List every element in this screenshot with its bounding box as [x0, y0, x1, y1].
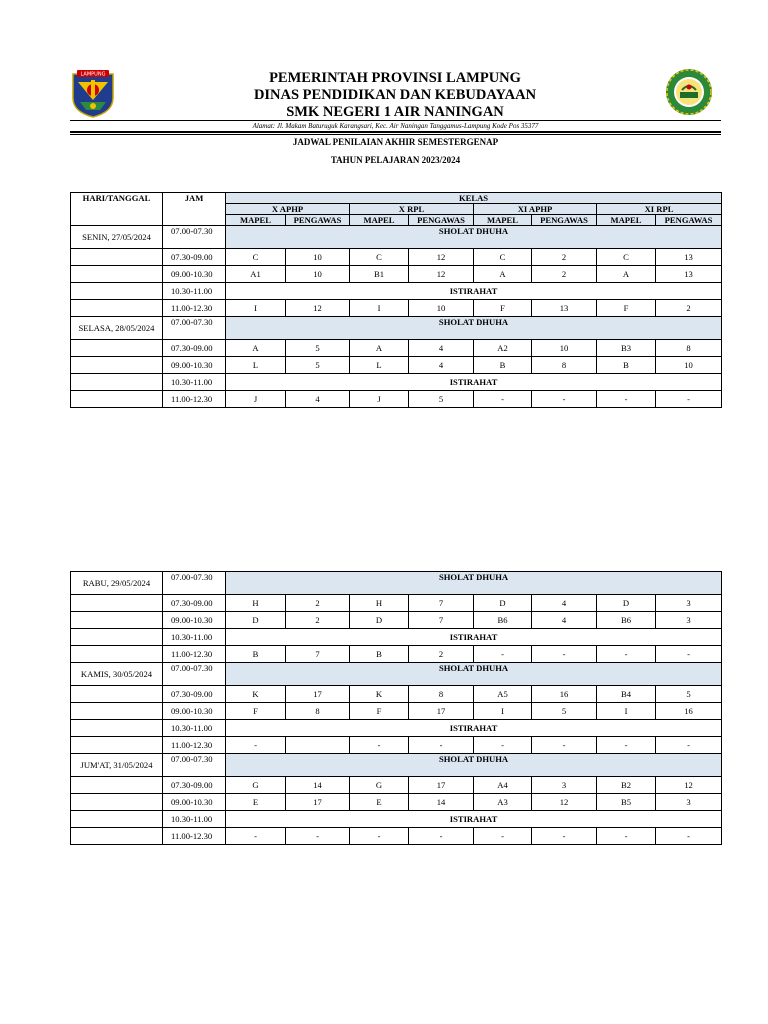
- header-mapel: MAPEL: [474, 215, 532, 226]
- pengawas-cell: 17: [409, 703, 474, 720]
- pengawas-cell: 2: [532, 249, 597, 266]
- pengawas-cell: 5: [286, 340, 350, 357]
- mapel-cell: C: [474, 249, 532, 266]
- schedule-row: [71, 646, 722, 663]
- pengawas-cell: -: [532, 828, 597, 845]
- school-logo-icon: [665, 68, 713, 116]
- header-kelas: KELAS: [226, 193, 722, 204]
- schedule-row: [71, 777, 722, 794]
- time-slot-cell: 07.00-07.30: [163, 317, 226, 340]
- mapel-cell: B1: [350, 266, 409, 283]
- pengawas-cell: 8: [286, 703, 350, 720]
- schedule-row: [71, 300, 722, 317]
- mapel-cell: -: [597, 737, 656, 754]
- mapel-cell: A: [597, 266, 656, 283]
- mapel-cell: L: [350, 357, 409, 374]
- mapel-cell: D: [226, 612, 286, 629]
- mapel-cell: I: [350, 300, 409, 317]
- schedule-row: [71, 612, 722, 629]
- pengawas-cell: 13: [656, 266, 722, 283]
- time-slot-cell: 07.30-09.00: [163, 249, 226, 266]
- sholat-dhuha-cell: SHOLAT DHUHA: [226, 754, 722, 777]
- mapel-cell: -: [474, 391, 532, 408]
- mapel-cell: A4: [474, 777, 532, 794]
- pengawas-cell: 12: [286, 300, 350, 317]
- document-title: JADWAL PENILAIAN AKHIR SEMESTERGENAP: [292, 137, 499, 147]
- schedule-row: [71, 811, 722, 828]
- mapel-cell: -: [474, 828, 532, 845]
- day-date-empty-cell: [71, 340, 163, 357]
- pengawas-cell: 7: [409, 595, 474, 612]
- mapel-cell: -: [226, 737, 286, 754]
- mapel-cell: I: [597, 703, 656, 720]
- mapel-cell: A1: [226, 266, 286, 283]
- mapel-cell: A3: [474, 794, 532, 811]
- pengawas-cell: 10: [286, 249, 350, 266]
- letterhead-line-2: DINAS PENDIDIKAN DAN KEBUDAYAAN: [253, 87, 537, 103]
- mapel-cell: F: [226, 703, 286, 720]
- day-date-empty-cell: [71, 595, 163, 612]
- pengawas-cell: 12: [532, 794, 597, 811]
- schedule-table-page-1: [70, 192, 722, 408]
- schedule-row: [71, 686, 722, 703]
- schedule-row: [71, 226, 722, 249]
- mapel-cell: B: [474, 357, 532, 374]
- mapel-cell: E: [226, 794, 286, 811]
- mapel-cell: D: [350, 612, 409, 629]
- time-slot-cell: 07.30-09.00: [163, 340, 226, 357]
- pengawas-cell: 5: [532, 703, 597, 720]
- header-class: X RPL: [350, 204, 474, 215]
- mapel-cell: F: [474, 300, 532, 317]
- header-mapel: MAPEL: [597, 215, 656, 226]
- schedule-row: [71, 703, 722, 720]
- pengawas-cell: 5: [656, 686, 722, 703]
- pengawas-cell: 2: [286, 612, 350, 629]
- letterhead-line-1: PEMERINTAH PROVINSI LAMPUNG: [269, 70, 521, 86]
- day-date-empty-cell: [71, 794, 163, 811]
- mapel-cell: B3: [597, 340, 656, 357]
- time-slot-cell: 10.30-11.00: [163, 283, 226, 300]
- time-slot-cell: 10.30-11.00: [163, 811, 226, 828]
- letterhead-double-rule-thin: [70, 134, 721, 135]
- istirahat-cell: ISTIRAHAT: [226, 629, 722, 646]
- header-day: HARI/TANGGAL: [71, 193, 163, 226]
- mapel-cell: I: [226, 300, 286, 317]
- schedule-row: [71, 357, 722, 374]
- mapel-cell: D: [597, 595, 656, 612]
- pengawas-cell: 14: [409, 794, 474, 811]
- time-slot-cell: 11.00-12.30: [163, 828, 226, 845]
- time-slot-cell: 09.00-10.30: [163, 703, 226, 720]
- pengawas-cell: 10: [656, 357, 722, 374]
- letterhead: [70, 66, 721, 132]
- time-slot-cell: 09.00-10.30: [163, 612, 226, 629]
- day-date-empty-cell: [71, 391, 163, 408]
- pengawas-cell: 10: [286, 266, 350, 283]
- day-date-empty-cell: [71, 811, 163, 828]
- schedule-row: [71, 754, 722, 777]
- pengawas-cell: -: [656, 391, 722, 408]
- day-date-empty-cell: [71, 686, 163, 703]
- schedule-row: [71, 374, 722, 391]
- sholat-dhuha-cell: SHOLAT DHUHA: [226, 663, 722, 686]
- pengawas-cell: 5: [409, 391, 474, 408]
- sholat-dhuha-cell: SHOLAT DHUHA: [226, 572, 722, 595]
- pengawas-cell: 7: [409, 612, 474, 629]
- mapel-cell: B: [350, 646, 409, 663]
- mapel-cell: C: [597, 249, 656, 266]
- day-date-empty-cell: [71, 283, 163, 300]
- mapel-cell: G: [350, 777, 409, 794]
- time-slot-cell: 07.30-09.00: [163, 777, 226, 794]
- pengawas-cell: 8: [656, 340, 722, 357]
- day-date-empty-cell: [71, 300, 163, 317]
- time-slot-cell: 07.00-07.30: [163, 754, 226, 777]
- mapel-cell: -: [597, 646, 656, 663]
- day-date-cell: SELASA, 28/05/2024: [71, 317, 163, 340]
- pengawas-cell: 3: [532, 777, 597, 794]
- mapel-cell: -: [474, 737, 532, 754]
- pengawas-cell: 3: [656, 595, 722, 612]
- pengawas-cell: 3: [656, 794, 722, 811]
- mapel-cell: A5: [474, 686, 532, 703]
- mapel-cell: A2: [474, 340, 532, 357]
- school-address: Alamat: Jl. Makam Baturuguk Karangsari, Kec. Air Naningan Tanggamus-Lampung Kode Pos 35377: [252, 122, 539, 130]
- pengawas-cell: 12: [409, 249, 474, 266]
- mapel-cell: C: [226, 249, 286, 266]
- mapel-cell: H: [226, 595, 286, 612]
- pengawas-cell: 13: [656, 249, 722, 266]
- day-date-empty-cell: [71, 612, 163, 629]
- time-slot-cell: 07.00-07.30: [163, 663, 226, 686]
- day-date-cell: KAMIS, 30/05/2024: [71, 663, 163, 686]
- mapel-cell: J: [226, 391, 286, 408]
- pengawas-cell: 10: [532, 340, 597, 357]
- pengawas-cell: 4: [409, 357, 474, 374]
- day-date-empty-cell: [71, 777, 163, 794]
- time-slot-cell: 07.00-07.30: [163, 226, 226, 249]
- header-class: X APHP: [226, 204, 350, 215]
- header-class: XI RPL: [597, 204, 722, 215]
- pengawas-cell: -: [532, 646, 597, 663]
- header-mapel: MAPEL: [350, 215, 409, 226]
- schedule-row: [71, 572, 722, 595]
- mapel-cell: -: [597, 828, 656, 845]
- pengawas-cell: -: [532, 391, 597, 408]
- pengawas-cell: 17: [286, 794, 350, 811]
- pengawas-cell: 10: [409, 300, 474, 317]
- header-pengawas: PENGAWAS: [532, 215, 597, 226]
- day-date-empty-cell: [71, 629, 163, 646]
- pengawas-cell: -: [532, 737, 597, 754]
- mapel-cell: C: [350, 249, 409, 266]
- mapel-cell: A: [474, 266, 532, 283]
- day-date-cell: RABU, 29/05/2024: [71, 572, 163, 595]
- pengawas-cell: 2: [656, 300, 722, 317]
- letterhead-rule: [70, 120, 721, 121]
- mapel-cell: -: [226, 828, 286, 845]
- mapel-cell: B: [597, 357, 656, 374]
- time-slot-cell: 11.00-12.30: [163, 646, 226, 663]
- pengawas-cell: 17: [286, 686, 350, 703]
- pengawas-cell: 12: [656, 777, 722, 794]
- schedule-row: [71, 340, 722, 357]
- mapel-cell: -: [350, 737, 409, 754]
- mapel-cell: B4: [597, 686, 656, 703]
- mapel-cell: B5: [597, 794, 656, 811]
- mapel-cell: B: [226, 646, 286, 663]
- time-slot-cell: 11.00-12.30: [163, 737, 226, 754]
- mapel-cell: F: [350, 703, 409, 720]
- pengawas-cell: 4: [286, 391, 350, 408]
- pengawas-cell: 4: [532, 612, 597, 629]
- istirahat-cell: ISTIRAHAT: [226, 374, 722, 391]
- schedule-table-page-2: [70, 571, 722, 845]
- day-date-empty-cell: [71, 249, 163, 266]
- schedule-row: [71, 663, 722, 686]
- emblem-banner-text: LAMPUNG: [80, 71, 106, 78]
- day-date-empty-cell: [71, 720, 163, 737]
- pengawas-cell: 16: [656, 703, 722, 720]
- mapel-cell: J: [350, 391, 409, 408]
- pengawas-cell: -: [409, 828, 474, 845]
- time-slot-cell: 11.00-12.30: [163, 391, 226, 408]
- document-subtitle: TAHUN PELAJARAN 2023/2024: [330, 155, 461, 165]
- pengawas-cell: 17: [409, 777, 474, 794]
- schedule-row: [71, 266, 722, 283]
- mapel-cell: -: [597, 391, 656, 408]
- istirahat-cell: ISTIRAHAT: [226, 811, 722, 828]
- mapel-cell: K: [226, 686, 286, 703]
- time-slot-cell: 09.00-10.30: [163, 794, 226, 811]
- schedule-row: [71, 317, 722, 340]
- pengawas-cell: 14: [286, 777, 350, 794]
- schedule-row: [71, 828, 722, 845]
- day-date-empty-cell: [71, 646, 163, 663]
- mapel-cell: B6: [474, 612, 532, 629]
- header-time: JAM: [163, 193, 226, 226]
- schedule-row: [71, 629, 722, 646]
- day-date-empty-cell: [71, 374, 163, 391]
- header-pengawas: PENGAWAS: [409, 215, 474, 226]
- mapel-cell: A: [226, 340, 286, 357]
- pengawas-cell: 4: [409, 340, 474, 357]
- mapel-cell: L: [226, 357, 286, 374]
- mapel-cell: K: [350, 686, 409, 703]
- time-slot-cell: 09.00-10.30: [163, 266, 226, 283]
- sholat-dhuha-cell: SHOLAT DHUHA: [226, 226, 722, 249]
- time-slot-cell: 10.30-11.00: [163, 629, 226, 646]
- pengawas-cell: 7: [286, 646, 350, 663]
- time-slot-cell: 07.30-09.00: [163, 595, 226, 612]
- mapel-cell: A: [350, 340, 409, 357]
- pengawas-cell: 16: [532, 686, 597, 703]
- istirahat-cell: ISTIRAHAT: [226, 720, 722, 737]
- mapel-cell: F: [597, 300, 656, 317]
- pengawas-cell: [286, 737, 350, 754]
- pengawas-cell: 8: [532, 357, 597, 374]
- pengawas-cell: 3: [656, 612, 722, 629]
- time-slot-cell: 11.00-12.30: [163, 300, 226, 317]
- pengawas-cell: 5: [286, 357, 350, 374]
- day-date-empty-cell: [71, 266, 163, 283]
- time-slot-cell: 10.30-11.00: [163, 374, 226, 391]
- pengawas-cell: -: [656, 828, 722, 845]
- day-date-empty-cell: [71, 703, 163, 720]
- time-slot-cell: 10.30-11.00: [163, 720, 226, 737]
- istirahat-cell: ISTIRAHAT: [226, 283, 722, 300]
- pengawas-cell: -: [656, 737, 722, 754]
- pengawas-cell: 2: [532, 266, 597, 283]
- schedule-row: [71, 737, 722, 754]
- mapel-cell: B2: [597, 777, 656, 794]
- pengawas-cell: 2: [409, 646, 474, 663]
- day-date-empty-cell: [71, 357, 163, 374]
- pengawas-cell: 2: [286, 595, 350, 612]
- pengawas-cell: 4: [532, 595, 597, 612]
- schedule-row: [71, 249, 722, 266]
- schedule-row: [71, 283, 722, 300]
- pengawas-cell: 8: [409, 686, 474, 703]
- mapel-cell: E: [350, 794, 409, 811]
- sholat-dhuha-cell: SHOLAT DHUHA: [226, 317, 722, 340]
- time-slot-cell: 07.00-07.30: [163, 572, 226, 595]
- letterhead-double-rule: [70, 131, 721, 133]
- day-date-cell: JUM'AT, 31/05/2024: [71, 754, 163, 777]
- schedule-row: [71, 595, 722, 612]
- schedule-row: [71, 391, 722, 408]
- pengawas-cell: 12: [409, 266, 474, 283]
- schedule-row: [71, 720, 722, 737]
- day-date-empty-cell: [71, 828, 163, 845]
- pengawas-cell: -: [656, 646, 722, 663]
- mapel-cell: I: [474, 703, 532, 720]
- header-class: XI APHP: [474, 204, 597, 215]
- letterhead-line-3: SMK NEGERI 1 AIR NANINGAN: [286, 104, 504, 120]
- pengawas-cell: -: [409, 737, 474, 754]
- header-pengawas: PENGAWAS: [656, 215, 722, 226]
- day-date-empty-cell: [71, 737, 163, 754]
- lampung-province-emblem-icon: [70, 68, 116, 118]
- schedule-row: [71, 794, 722, 811]
- mapel-cell: D: [474, 595, 532, 612]
- header-pengawas: PENGAWAS: [286, 215, 350, 226]
- time-slot-cell: 07.30-09.00: [163, 686, 226, 703]
- mapel-cell: B6: [597, 612, 656, 629]
- mapel-cell: -: [350, 828, 409, 845]
- pengawas-cell: 13: [532, 300, 597, 317]
- mapel-cell: -: [474, 646, 532, 663]
- mapel-cell: G: [226, 777, 286, 794]
- pengawas-cell: -: [286, 828, 350, 845]
- day-date-cell: SENIN, 27/05/2024: [71, 226, 163, 249]
- mapel-cell: H: [350, 595, 409, 612]
- header-mapel: MAPEL: [226, 215, 286, 226]
- time-slot-cell: 09.00-10.30: [163, 357, 226, 374]
